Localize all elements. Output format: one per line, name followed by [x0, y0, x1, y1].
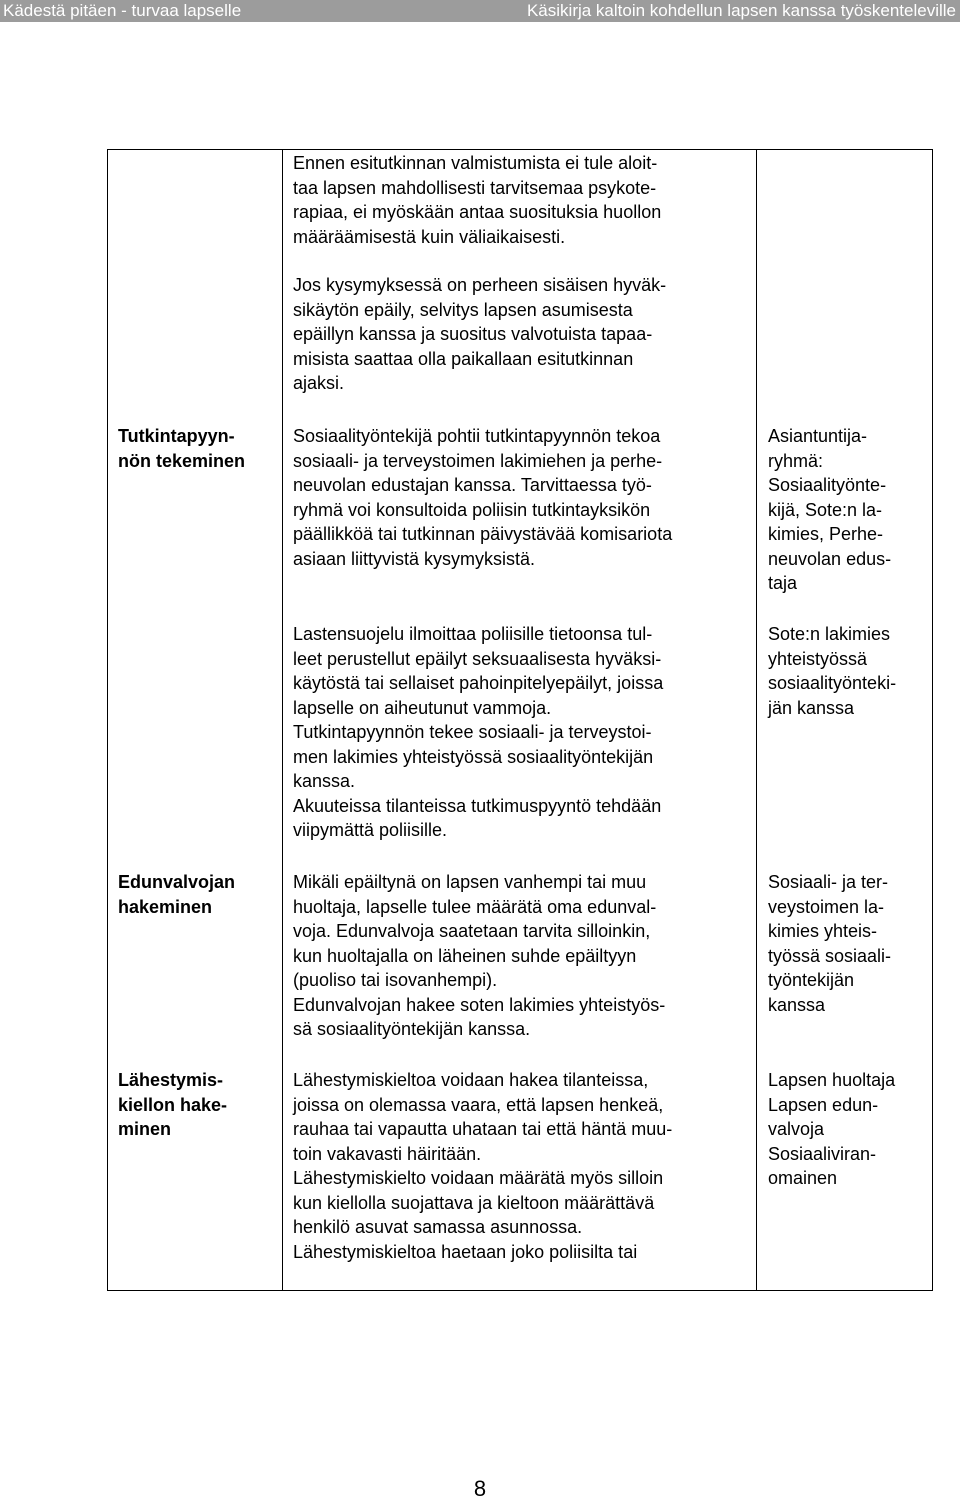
guardian-application-text: Mikäli epäiltynä on lapsen vanhempi tai muu huoltaja, lapselle tulee määrätä oma edunval- voja. Edunvalvoja saatetaan tarvita silloinkin, kun huoltajalla on läheinen suhde epäiltyyn (puoliso tai isovanhempi). Edunvalvojan hakee soten lakimies yhteistyös- sä sosiaalityöntekijän kanssa.	[293, 872, 666, 1039]
restraining-order-responsible: Lapsen huoltaja Lapsen edun- valvoja Sosiaaliviran- omainen	[768, 1070, 896, 1188]
investigation-request-text-2: Lastensuojelu ilmoittaa poliisille tietoonsa tul- leet perustellut epäilyt seksuaalisesta hyväksi- käytöstä tai sellaiset pahoinpitelyepäilyt, joissa lapselle on aiheutunut vammoja. Tutkintapyynnön tekee sosiaali- ja terveystoi- men lakimies yhteistyössä sosiaalityöntekijän kanssa. Akuuteissa tilanteissa tutkimuspyyntö tehdään viipymättä poliisille.	[293, 624, 664, 840]
document-header	[0, 0, 960, 22]
row-label-restraining-order: Lähestymis- kiellon hake- minen	[118, 1070, 228, 1139]
table-column-divider	[282, 149, 283, 1291]
header-right-title: Käsikirja kaltoin kohdellun lapsen kanssa työskenteleville	[526, 1, 956, 20]
restraining-order-text: Lähestymiskieltoa voidaan hakea tilanteissa, joissa on olemassa vaara, että lapsen henkeä, rauhaa tai vapautta uhataan tai että häntä muu- toin vakavasti häiritään. Lähestymiskielto voidaan määrätä myös silloin kun kiellolla suojattava ja kieltoon määrättävä henkilö asuvat samassa asunnossa. Lähestymiskieltoa haetaan joko poliisilta tai	[293, 1070, 673, 1262]
investigation-request-responsible-2: Sote:n lakimies yhteistyössä sosiaalityönteki- jän kanssa	[768, 624, 897, 718]
row-label-guardian-application: Edunvalvojan hakeminen	[118, 872, 236, 917]
header-left-title: Kädestä pitäen - turvaa lapselle	[3, 1, 242, 20]
table-column-divider	[756, 149, 757, 1291]
investigation-request-responsible-1: Asiantuntija- ryhmä: Sosiaalityönte- kijä, Sote:n la- kimies, Perhe- neuvolan edus- taja	[768, 426, 892, 593]
guardian-application-responsible: Sosiaali- ja ter- veystoimen la- kimies yhteis- työssä sosiaali- työntekijän kanssa	[768, 872, 892, 1015]
investigation-request-text-1: Sosiaalityöntekijä pohtii tutkintapyynnön tekoa sosiaali- ja terveystoimen lakimiehen ja perhe- neuvolan edustajan kanssa. Tarvittaessa työ- ryhmä voi konsultoida poliisin tutkintayksikön päällikköä tai tutkinnan päivystävää komisariota asiaan liittyvistä kysymyksistä.	[293, 426, 673, 569]
continuation-text-paragraph-2: Jos kysymyksessä on perheen sisäisen hyväk- sikäytön epäily, selvitys lapsen asumisesta epäillyn kanssa ja suositus valvotuista tapaa- misista saattaa olla paikallaan esitutkinnan ajaksi.	[293, 275, 667, 393]
page-number: 8	[473, 1476, 487, 1501]
row-label-investigation-request: Tutkintapyyn- nön tekeminen	[118, 426, 246, 471]
continuation-text-paragraph-1: Ennen esitutkinnan valmistumista ei tule aloit- taa lapsen mahdollisesti tarvitsemaa psykote- rapiaa, ei myöskään antaa suosituksia huollon määräämisestä kuin väliaikaisesti.	[293, 153, 662, 247]
